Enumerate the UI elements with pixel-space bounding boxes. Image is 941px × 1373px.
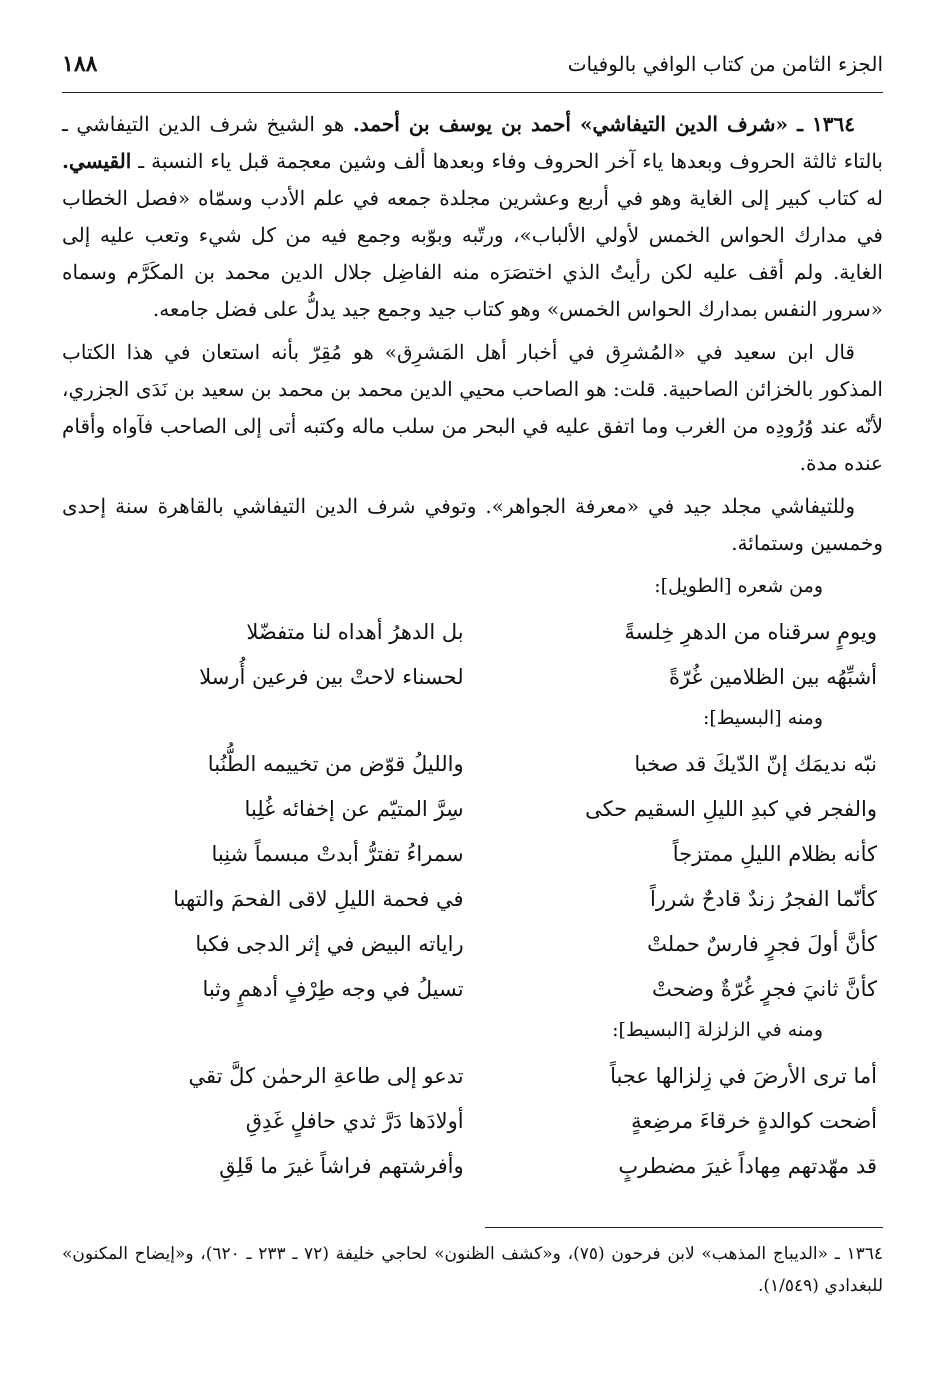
verse-second-hemistich: سِرَّ المتيّم عن إخفائه غُلِبا <box>244 797 464 821</box>
verse-second-hemistich: أولادَها دَرَّ ثدي حافلٍ غَدِقِ <box>245 1109 464 1133</box>
footnote-divider <box>485 1227 883 1228</box>
entry-paragraph-3: وللتيفاشي مجلد جيد في «معرفة الجواهر». وتوفي شرف الدين التيفاشي بالقاهرة سنة إحدى وخمسين وستمائة. <box>62 494 883 555</box>
verse-line <box>62 967 883 1012</box>
verse-second-hemistich: في فحمة الليلِ لاقى الفحمَ والتهبا <box>173 887 464 911</box>
poem-section-1 <box>62 568 883 700</box>
verse-line <box>62 1144 883 1189</box>
verse-first-hemistich: أضحت كوالدةٍ خرقاءَ مرضِعةٍ <box>631 1109 877 1133</box>
header-divider <box>62 92 883 93</box>
verse-first-hemistich: كأنّما الفجرُ زندٌ قادحٌ شرراً <box>650 887 877 911</box>
verse-first-hemistich: قد مهّدتهم مِهاداً غيرَ مضطربٍ <box>618 1154 877 1178</box>
poem-section-2 <box>62 700 883 1012</box>
verse-second-hemistich: بل الدهرُ أهداه لنا متفضّلا <box>246 620 464 644</box>
poem-label: ومنه [البسيط]: <box>702 707 823 729</box>
verse-first-hemistich: كأنَّ ثانيَ فجرٍ غُرّةٌ وضحتْ <box>651 977 877 1001</box>
verse-second-hemistich: سمراءُ تفترُّ أبدتْ مبسماً شنِبا <box>211 842 464 866</box>
verse-second-hemistich: وأفرشتهم فراشاً غيرَ ما قَلِقِ <box>219 1154 464 1178</box>
verse-line <box>62 610 883 655</box>
main-text <box>62 106 883 1189</box>
page-header <box>62 44 883 84</box>
entry-paragraph-1 <box>62 106 883 328</box>
verse-second-hemistich: تدعو إلى طاعةِ الرحمٰن كلَّ تقي <box>188 1064 464 1088</box>
poem-label: ومنه في الزلزلة [البسيط]: <box>612 1019 823 1041</box>
verse-second-hemistich: لحسناء لاحتْ بين فرعين أُرسلا <box>199 665 464 689</box>
poem-section-3 <box>62 1012 883 1189</box>
verse-line <box>62 787 883 832</box>
verse-first-hemistich: والفجر في كبدِ الليلِ السقيم حكى <box>585 797 877 821</box>
entry-nisba: القيسي. <box>62 149 132 173</box>
poem-label: ومن شعره [الطويل]: <box>654 575 823 597</box>
verse-line <box>62 922 883 967</box>
verse-line <box>62 655 883 700</box>
verse-line <box>62 1099 883 1144</box>
entry-text-b: له كتاب كبير إلى الغاية وهو في أربع وعشرين مجلدة جمعه في علم الأدب وسمّاه «فصل الخطاب في مدارك الحواس الخمس لأولي الألباب»، ورتّبه وبوّبه وجمع فيه من كل شيء وتعب عليه إلى الغاية. ولم أقف عليه لكن رأيتُ الذي اختصَرَه منه الفاضِل جلال الدين محمد بن المكَرَّم وسماه «سرور النفس بمدارك الحواس الخمس» وهو كتاب جيد وجمع جيد يدلُّ على فضل جامعه. <box>62 186 883 321</box>
verse-first-hemistich: نبّه نديمَك إنّ الدّيكَ قد صخبا <box>634 752 877 776</box>
page-number: ١٨٨ <box>62 51 98 77</box>
verse-second-hemistich: راياته البيض في إثر الدجى فكبا <box>195 932 464 956</box>
entry-text-a: هو الشيخ شرف الدين التيفاشي ـ بالتاء ثالثة الحروف وبعدها ياء آخر الحروف وفاء وبعدها ألف وشين معجمة قبل ياء النسبة ـ <box>62 112 883 173</box>
verse-first-hemistich: أما ترى الأرضَ في زِلزالها عجباً <box>610 1064 877 1088</box>
verse-first-hemistich: ويومٍ سرقناه من الدهرِ خِلسةً <box>624 620 877 644</box>
verse-first-hemistich: كأنه بظلام الليلِ ممتزجاً <box>672 842 877 866</box>
verse-line <box>62 877 883 922</box>
verse-first-hemistich: كأنَّ أولَ فجرٍ فارسٌ حملتْ <box>647 932 877 956</box>
verse-line <box>62 1054 883 1099</box>
verse-second-hemistich: والليلُ قوّض من تخييمه الطُّنُبا <box>207 752 464 776</box>
verse-line <box>62 742 883 787</box>
running-title: الجزء الثامن من كتاب الوافي بالوفيات <box>567 52 883 76</box>
entry-paragraph-2: قال ابن سعيد في «المُشرِق في أخبار أهل المَشرِق» هو مُقِرّ بأنه استعان في هذا الكتاب المذكور بالخزائن الصاحبية. قلت: هو الصاحب محيي الدين محمد بن محمد بن سعيد بن نَدَى الجزري، لأنّه عند وُرُودِه من الغرب وما اتفق عليه في البحر من سلب ماله وكتبه أتى إلى الصاحب فآواه وأقام عنده مدة. <box>62 340 883 475</box>
verse-line <box>62 832 883 877</box>
verse-first-hemistich: أشبِّهُه بين الظلامين غُرّةً <box>668 665 877 689</box>
verse-second-hemistich: تسيلُ في وجه طِرْفٍ أدهمٍ وثبا <box>202 977 464 1001</box>
entry-heading: ١٣٦٤ ـ «شرف الدين التيفاشي» أحمد بن يوسف بن أحمد. <box>352 112 855 136</box>
footnote: ١٣٦٤ ـ «الديباج المذهب» لابن فرحون (٧٥)، و«كشف الظنون» لحاجي خليفة (٧٢ ـ ٢٣٣ ـ ٦٢٠)، و«إيضاح المكنون» للبغدادي (١/٥٤٩). <box>62 1244 883 1296</box>
